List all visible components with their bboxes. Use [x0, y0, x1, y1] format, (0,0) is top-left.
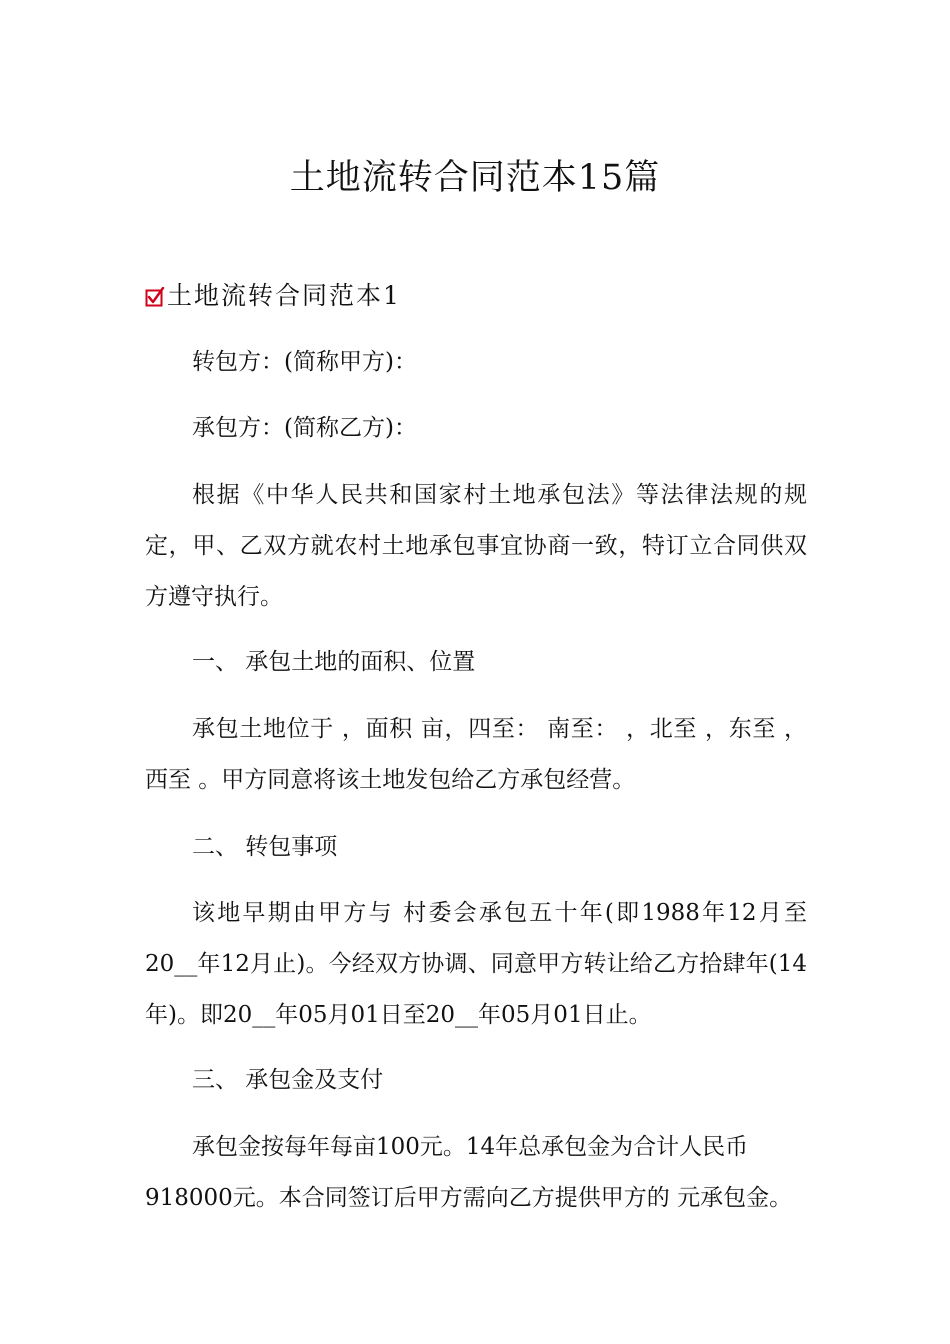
- clause-heading-1: 一、 承包土地的面积、位置: [192, 649, 476, 675]
- section-title: 土地流转合同范本1: [167, 281, 401, 310]
- section-heading: [145, 276, 401, 312]
- document-title: 土地流转合同范本15篇: [289, 158, 661, 198]
- preamble-paragraph: 根据《中华人民共和国家村土地承包法》等法律法规的规定，甲、乙双方就农村土地承包事宜协商一致，特订立合同供双方遵守执行。: [145, 482, 807, 610]
- clause-2-paragraph: 该地早期由甲方与 村委会承包五十年(即1988年12月至20__年12月止)。今经双方协调、同意甲方转让给乙方拾肆年(14年)。即20__年05月01日至20__年05月01日止。: [145, 900, 807, 1028]
- party-a-line: 转包方：(简称甲方)：: [192, 349, 417, 375]
- clause-heading-2: 二、 转包事项: [192, 834, 338, 860]
- clause-heading-3: 三、 承包金及支付: [192, 1067, 384, 1093]
- party-b-line: 承包方：(简称乙方)：: [192, 415, 417, 441]
- clause-3-paragraph: [145, 1122, 807, 1224]
- clause-1-paragraph: 承包土地位于 ，面积 亩，四至： 南至： ，北至 ，东至 ，西至 。甲方同意将该土地发包给乙方承包经营。: [145, 716, 807, 793]
- checkbox-checked-icon: [145, 287, 165, 307]
- clause-3-line-2: 918000元。本合同签订后甲方需向乙方提供甲方的 元承包金。: [145, 1185, 793, 1211]
- clause-3-line-1: 承包金按每年每亩100元。14年总承包金为合计人民币: [192, 1134, 749, 1160]
